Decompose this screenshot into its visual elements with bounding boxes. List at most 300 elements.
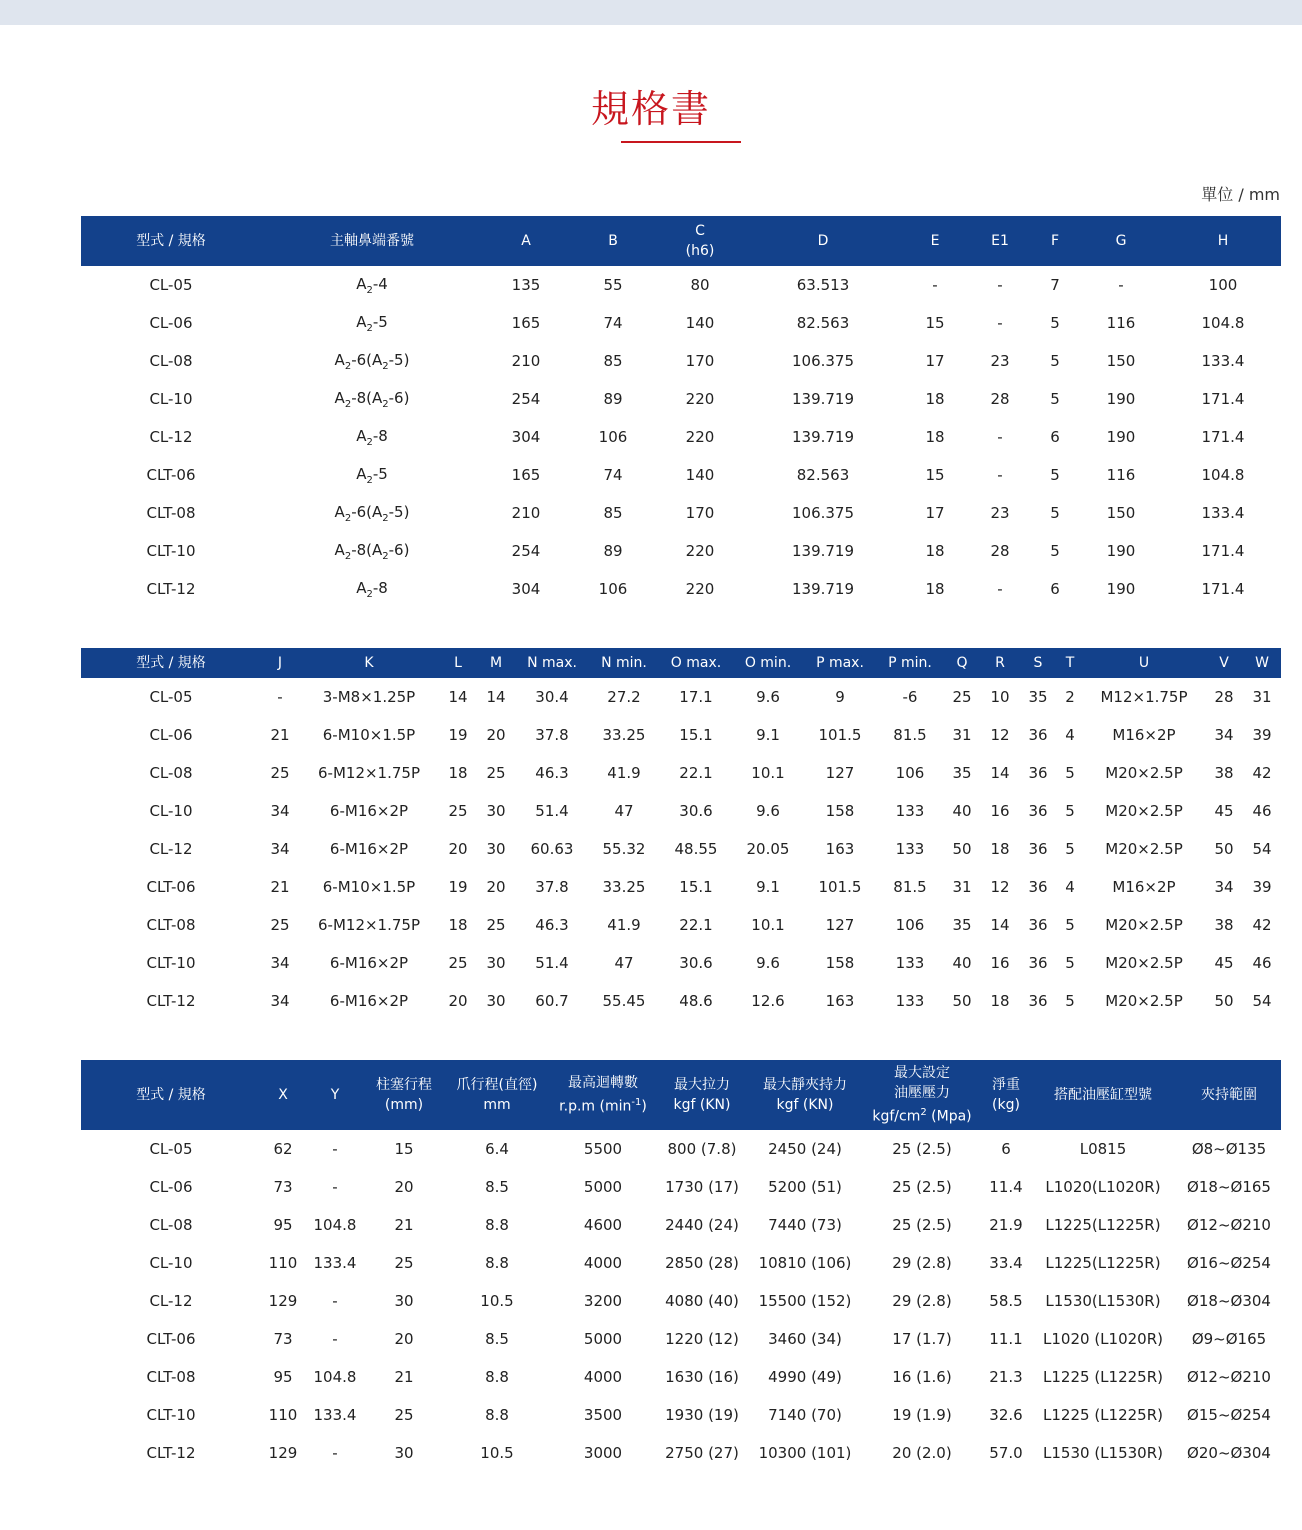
table-cell: 20 — [486, 726, 506, 744]
table-cell: 5 — [1065, 764, 1075, 782]
table-cell: 36 — [1028, 916, 1048, 934]
col-header: 主軸鼻端番號 — [261, 216, 483, 266]
col-header: P max. — [803, 648, 877, 678]
table-cell: 21 — [270, 878, 290, 896]
table-cell: CL-10 — [149, 390, 193, 408]
table-cell: 34 — [1214, 726, 1234, 744]
table-cell: 5 — [1050, 504, 1060, 522]
table-cell: - — [997, 276, 1003, 294]
table-cell: 32.6 — [989, 1406, 1023, 1424]
table-cell: 21 — [394, 1216, 414, 1234]
table-cell: 34 — [1214, 878, 1234, 896]
table-cell: 10 — [990, 688, 1010, 706]
spindle-nose-cell — [261, 380, 483, 418]
spindle-nose-cell — [261, 304, 483, 342]
table-cell: - — [332, 1330, 338, 1348]
table-row — [81, 304, 1281, 342]
nose-sub: 2 — [366, 322, 373, 334]
table-cell: 6-M10×1.5P — [322, 878, 416, 896]
nose-letter: A — [372, 350, 383, 369]
table-cell: 35 — [952, 764, 972, 782]
table-cell: 2 — [1065, 688, 1075, 706]
table-cell: 35 — [1028, 688, 1048, 706]
table-cell: 20 — [394, 1330, 414, 1348]
table-cell: 5000 — [583, 1178, 623, 1196]
spindle-nose-cell — [261, 494, 483, 532]
col-header-line: mm — [483, 1097, 511, 1113]
col-header — [983, 1060, 1029, 1130]
table-row — [81, 1320, 1281, 1358]
col-header-line: 最大拉力 — [674, 1077, 730, 1093]
table-cell: 30 — [486, 802, 506, 820]
table-cell: 58.5 — [989, 1292, 1023, 1310]
table-cell: 116 — [1106, 466, 1136, 484]
table-cell: 220 — [685, 580, 715, 598]
table-cell: 74 — [603, 466, 623, 484]
unit-label: 單位 / mm — [1201, 185, 1280, 204]
table-cell: 36 — [1028, 764, 1048, 782]
table-cell: 25 — [952, 688, 972, 706]
table-cell: - — [332, 1140, 338, 1158]
col-header-line: 最大設定 — [894, 1065, 950, 1082]
col-header — [365, 1060, 443, 1130]
table-row — [81, 1282, 1281, 1320]
table-cell: 254 — [511, 390, 541, 408]
nose-sub: 2 — [366, 588, 373, 600]
table-cell: 48.6 — [679, 992, 713, 1010]
table-cell: CLT-10 — [146, 954, 196, 972]
col-header-line: (h6) — [685, 243, 715, 259]
table-cell: 25 — [448, 802, 468, 820]
table-cell: M16×2P — [1112, 726, 1176, 744]
table-cell: 22.1 — [679, 764, 713, 782]
table-row — [81, 678, 1281, 716]
table-cell: 129 — [268, 1292, 298, 1310]
table-cell: 85 — [603, 352, 623, 370]
table-cell: 25 (2.5) — [892, 1140, 952, 1158]
table-row — [81, 830, 1281, 868]
table-cell: 95 — [273, 1368, 293, 1386]
table-cell: 48.55 — [674, 840, 718, 858]
table-cell: 4600 — [583, 1216, 623, 1234]
table-cell: 6-M16×2P — [329, 992, 409, 1010]
table-cell: 85 — [603, 504, 623, 522]
table-cell: - — [997, 314, 1003, 332]
table-cell: 5 — [1065, 992, 1075, 1010]
table-cell: 163 — [825, 992, 855, 1010]
table-cell: CL-08 — [149, 352, 193, 370]
table-cell: 139.719 — [791, 428, 855, 446]
table-cell: L1225 (L1225R) — [1043, 1406, 1163, 1424]
table-cell: 106.375 — [791, 504, 855, 522]
table-cell: 12.6 — [751, 992, 785, 1010]
col-header: G — [1077, 216, 1165, 266]
table-cell: L1530 (L1530R) — [1043, 1444, 1163, 1462]
table-cell: 36 — [1028, 954, 1048, 972]
table-cell: 171.4 — [1201, 542, 1245, 560]
table-cell: 25 — [394, 1254, 414, 1272]
table-cell: 74 — [603, 314, 623, 332]
table-cell: 110 — [268, 1406, 298, 1424]
table-cell: 19 — [448, 878, 468, 896]
table-cell: 19 (1.9) — [892, 1406, 952, 1424]
table-cell: L1225(L1225R) — [1045, 1254, 1161, 1272]
table-cell: 46 — [1252, 802, 1272, 820]
col-header: F — [1033, 216, 1077, 266]
table-cell: 10810 (106) — [758, 1254, 852, 1272]
table-cell: 50 — [1214, 992, 1234, 1010]
nose-letter: A — [356, 578, 367, 597]
table-cell: CL-08 — [149, 764, 193, 782]
table-cell: 110 — [268, 1254, 298, 1272]
table-cell: M16×2P — [1112, 878, 1176, 896]
table-cell: 81.5 — [893, 878, 927, 896]
nose-sub: 2 — [382, 360, 389, 372]
table-cell: 5200 (51) — [768, 1178, 842, 1196]
table-cell: 104.8 — [313, 1368, 357, 1386]
col-header: R — [981, 648, 1019, 678]
col-header: P min. — [877, 648, 943, 678]
table-cell: Ø9~Ø165 — [1191, 1330, 1267, 1348]
table-cell: 170 — [685, 504, 715, 522]
col-header: N min. — [589, 648, 659, 678]
table-cell: 36 — [1028, 840, 1048, 858]
col-header: 搭配油壓缸型號 — [1029, 1060, 1177, 1130]
table-cell: 36 — [1028, 802, 1048, 820]
table-cell: 34 — [270, 802, 290, 820]
table-cell: 73 — [273, 1178, 293, 1196]
nose-part: -8( — [351, 540, 372, 559]
nose-letter: A — [334, 350, 345, 369]
table-row — [81, 456, 1281, 494]
table-cell: 15.1 — [679, 726, 713, 744]
table-cell: 5 — [1065, 840, 1075, 858]
table-cell: CLT-08 — [146, 1368, 196, 1386]
table-cell: 5 — [1050, 466, 1060, 484]
table-cell: CLT-06 — [146, 878, 196, 896]
table-cell: 158 — [825, 802, 855, 820]
table-cell: 254 — [511, 542, 541, 560]
table-cell: 800 (7.8) — [667, 1140, 737, 1158]
table-cell: 51.4 — [535, 954, 569, 972]
table-cell: 47 — [614, 802, 634, 820]
table-cell: - — [332, 1292, 338, 1310]
table-row — [81, 906, 1281, 944]
table-cell: 8.8 — [485, 1216, 509, 1234]
table-cell: 82.563 — [796, 466, 850, 484]
table-cell: 9.6 — [756, 688, 780, 706]
nose-letter: A — [356, 312, 367, 331]
table-cell: 18 — [925, 580, 945, 598]
table-cell: 165 — [511, 314, 541, 332]
nose-sub: 2 — [344, 512, 352, 524]
col-header: Q — [943, 648, 981, 678]
table-cell: 39 — [1252, 878, 1272, 896]
table-cell: 133.4 — [313, 1406, 357, 1424]
table-cell: 95 — [273, 1216, 293, 1234]
nose-part: -8( — [351, 388, 372, 407]
col-header: E — [903, 216, 967, 266]
table-cell: 163 — [825, 840, 855, 858]
table-cell: 133 — [895, 840, 925, 858]
table-row — [81, 868, 1281, 906]
table-cell: 57.0 — [989, 1444, 1023, 1462]
table-cell: 15 — [394, 1140, 414, 1158]
table-cell: 104.8 — [1201, 466, 1245, 484]
table-cell: 106.375 — [791, 352, 855, 370]
table-cell: 106 — [598, 428, 628, 446]
table-cell: 25 — [486, 916, 506, 934]
nose-letter: A — [372, 540, 383, 559]
table-cell: 46.3 — [535, 764, 569, 782]
table-cell: 25 — [448, 954, 468, 972]
table-cell: CL-06 — [149, 314, 193, 332]
table-cell: 40 — [952, 802, 972, 820]
table-row — [81, 1244, 1281, 1282]
table-row — [81, 1130, 1281, 1168]
col-header-line: 油壓壓力 — [894, 1085, 950, 1102]
table-cell: 5 — [1050, 542, 1060, 560]
table-cell: 1630 (16) — [665, 1368, 739, 1386]
table-cell: 16 — [990, 954, 1010, 972]
table-cell: 50 — [952, 992, 972, 1010]
table-cell: 41.9 — [607, 764, 641, 782]
table-cell: 18 — [448, 764, 468, 782]
table-cell: 12 — [990, 726, 1010, 744]
col-header — [655, 1060, 749, 1130]
table-cell: 36 — [1028, 992, 1048, 1010]
table-row — [81, 1396, 1281, 1434]
table-cell: 3500 — [583, 1406, 623, 1424]
table-cell: 15 — [925, 314, 945, 332]
col-header: B — [569, 216, 657, 266]
table-cell: 18 — [925, 428, 945, 446]
col-header-line: r.p.m (min — [559, 1098, 632, 1115]
table-cell: 6.4 — [485, 1140, 509, 1158]
col-header — [657, 216, 743, 266]
table-cell: 23 — [990, 504, 1010, 522]
table-cell: 10.5 — [480, 1444, 514, 1462]
table-cell: 19 — [448, 726, 468, 744]
table-cell: 73 — [273, 1330, 293, 1348]
col-header-line: 爪行程(直徑) — [456, 1077, 538, 1093]
table-cell: 139.719 — [791, 542, 855, 560]
table-cell: 5 — [1065, 802, 1075, 820]
table-cell: 101.5 — [818, 878, 862, 896]
table-cell: 34 — [270, 992, 290, 1010]
table-cell: 30 — [486, 840, 506, 858]
table-cell: 41.9 — [607, 916, 641, 934]
table-cell: Ø16~Ø254 — [1187, 1254, 1271, 1272]
col-header: Y — [305, 1060, 365, 1130]
table-cell: 106 — [598, 580, 628, 598]
table-cell: CL-12 — [149, 840, 193, 858]
table-cell: 5 — [1050, 314, 1060, 332]
table-cell: CL-08 — [149, 1216, 193, 1234]
table-cell: - — [997, 466, 1003, 484]
col-header-line: C — [695, 223, 705, 239]
table-cell: 30.6 — [679, 954, 713, 972]
table-cell: 220 — [685, 390, 715, 408]
table-cell: 10.1 — [751, 764, 785, 782]
table-cell: 10.5 — [480, 1292, 514, 1310]
table-cell: 11.4 — [989, 1178, 1023, 1196]
table-cell: 7440 (73) — [768, 1216, 842, 1234]
table-cell: 9.1 — [756, 878, 780, 896]
table-row — [81, 380, 1281, 418]
table-row — [81, 1434, 1281, 1472]
table-cell: 28 — [990, 390, 1010, 408]
table-cell: 20 (2.0) — [892, 1444, 952, 1462]
table-cell: -6 — [902, 688, 918, 706]
table-cell: 21 — [394, 1368, 414, 1386]
table-header-row — [81, 216, 1281, 266]
col-header-line: kgf (KN) — [673, 1097, 731, 1113]
table-cell: 127 — [825, 764, 855, 782]
table-cell: 133 — [895, 992, 925, 1010]
table-cell: 25 — [270, 916, 290, 934]
spec-table-threads — [81, 648, 1281, 1020]
table-cell: 18 — [990, 840, 1010, 858]
table-row — [81, 792, 1281, 830]
table-cell: 54 — [1252, 992, 1272, 1010]
nose-part: -8 — [372, 426, 388, 445]
table-cell: - — [932, 276, 938, 294]
table-cell: M20×2.5P — [1105, 802, 1183, 820]
table-cell: 9.6 — [756, 954, 780, 972]
nose-part: -4 — [372, 274, 388, 293]
col-header: K — [299, 648, 439, 678]
table-cell: 9.1 — [756, 726, 780, 744]
table-cell: 116 — [1106, 314, 1136, 332]
table-row — [81, 266, 1281, 304]
col-header-line: (kg) — [992, 1097, 1020, 1113]
table-cell: 139.719 — [791, 390, 855, 408]
table-cell: 46 — [1252, 954, 1272, 972]
col-header-line: kgf/cm — [872, 1108, 921, 1125]
table-cell: 50 — [952, 840, 972, 858]
table-row — [81, 982, 1281, 1020]
table-cell: L1225 (L1225R) — [1043, 1368, 1163, 1386]
table-cell: CL-05 — [149, 276, 193, 294]
table-cell: 6 — [1001, 1140, 1011, 1158]
table-cell: 46.3 — [535, 916, 569, 934]
table-cell: 190 — [1106, 542, 1136, 560]
table-cell: 14 — [990, 916, 1010, 934]
table-cell: 6 — [1050, 580, 1060, 598]
table-cell: 220 — [685, 428, 715, 446]
table-cell: 190 — [1106, 580, 1136, 598]
table-cell: 21.3 — [989, 1368, 1023, 1386]
col-header-line: (Mpa) — [926, 1108, 972, 1125]
table-cell: 28 — [1214, 688, 1234, 706]
table-cell: 135 — [511, 276, 541, 294]
table-cell: 4000 — [583, 1254, 623, 1272]
table-cell: - — [997, 428, 1003, 446]
col-header: 夾持範圍 — [1177, 1060, 1281, 1130]
col-header: T — [1057, 648, 1083, 678]
table-cell: CL-10 — [149, 802, 193, 820]
table-cell: 35 — [952, 916, 972, 934]
col-header: 型式 / 規格 — [81, 648, 261, 678]
table-cell: 55.45 — [602, 992, 646, 1010]
table-row — [81, 1206, 1281, 1244]
col-header: X — [261, 1060, 305, 1130]
table-cell: 20 — [394, 1178, 414, 1196]
table-cell: 20 — [448, 840, 468, 858]
table-cell: 171.4 — [1201, 428, 1245, 446]
table-cell: 1730 (17) — [665, 1178, 739, 1196]
table-cell: 133 — [895, 802, 925, 820]
table-cell: L1020(L1020R) — [1045, 1178, 1161, 1196]
table-cell: 3200 — [583, 1292, 623, 1310]
table-cell: CLT-08 — [146, 504, 196, 522]
table-cell: 31 — [952, 726, 972, 744]
table-cell: 190 — [1106, 428, 1136, 446]
table-cell: 210 — [511, 352, 541, 370]
table-cell: CLT-06 — [146, 466, 196, 484]
table-row — [81, 944, 1281, 982]
table-cell: 17 — [925, 352, 945, 370]
table-cell: CLT-12 — [146, 1444, 196, 1462]
table-cell: 9.6 — [756, 802, 780, 820]
table-cell: 3000 — [583, 1444, 623, 1462]
table-cell: L1225(L1225R) — [1045, 1216, 1161, 1234]
col-header: U — [1083, 648, 1205, 678]
table-cell: 4 — [1065, 726, 1075, 744]
nose-part: -6( — [351, 502, 372, 521]
table-cell: 6-M12×1.75P — [318, 764, 420, 782]
table-cell: 25 — [486, 764, 506, 782]
table-cell: Ø18~Ø165 — [1187, 1178, 1271, 1196]
table-cell: - — [997, 580, 1003, 598]
table-cell: 18 — [990, 992, 1010, 1010]
table-cell: 150 — [1106, 352, 1136, 370]
table-cell: L1020 (L1020R) — [1043, 1330, 1163, 1348]
table-cell: 38 — [1214, 916, 1234, 934]
table-cell: 14 — [990, 764, 1010, 782]
table-cell: 17 — [925, 504, 945, 522]
table-cell: 14 — [486, 688, 506, 706]
table-cell: 60.7 — [535, 992, 569, 1010]
table-cell: 6-M12×1.75P — [318, 916, 420, 934]
table-cell: 33.25 — [602, 878, 646, 896]
table-cell: 170 — [685, 352, 715, 370]
col-header — [749, 1060, 861, 1130]
table-cell: Ø15~Ø254 — [1187, 1406, 1271, 1424]
table-cell: 171.4 — [1201, 390, 1245, 408]
table-cell: 20 — [486, 878, 506, 896]
table-cell: 3460 (34) — [768, 1330, 842, 1348]
table-row — [81, 570, 1281, 608]
nose-letter: A — [372, 502, 383, 521]
nose-sub: 2 — [344, 360, 352, 372]
spec-table-performance — [81, 1060, 1281, 1472]
table-cell: CL-06 — [149, 726, 193, 744]
table-cell: M20×2.5P — [1105, 954, 1183, 972]
top-bar — [0, 0, 1302, 25]
table-cell: 42 — [1252, 764, 1272, 782]
table-cell: 5 — [1065, 916, 1075, 934]
table-cell: 4 — [1065, 878, 1075, 896]
nose-letter: A — [356, 426, 367, 445]
table-cell: 5 — [1065, 954, 1075, 972]
table-cell: 55.32 — [602, 840, 646, 858]
table-cell: M20×2.5P — [1105, 916, 1183, 934]
spec-table-dimensions — [81, 216, 1281, 608]
table-cell: 22.1 — [679, 916, 713, 934]
table-cell: 89 — [603, 390, 623, 408]
